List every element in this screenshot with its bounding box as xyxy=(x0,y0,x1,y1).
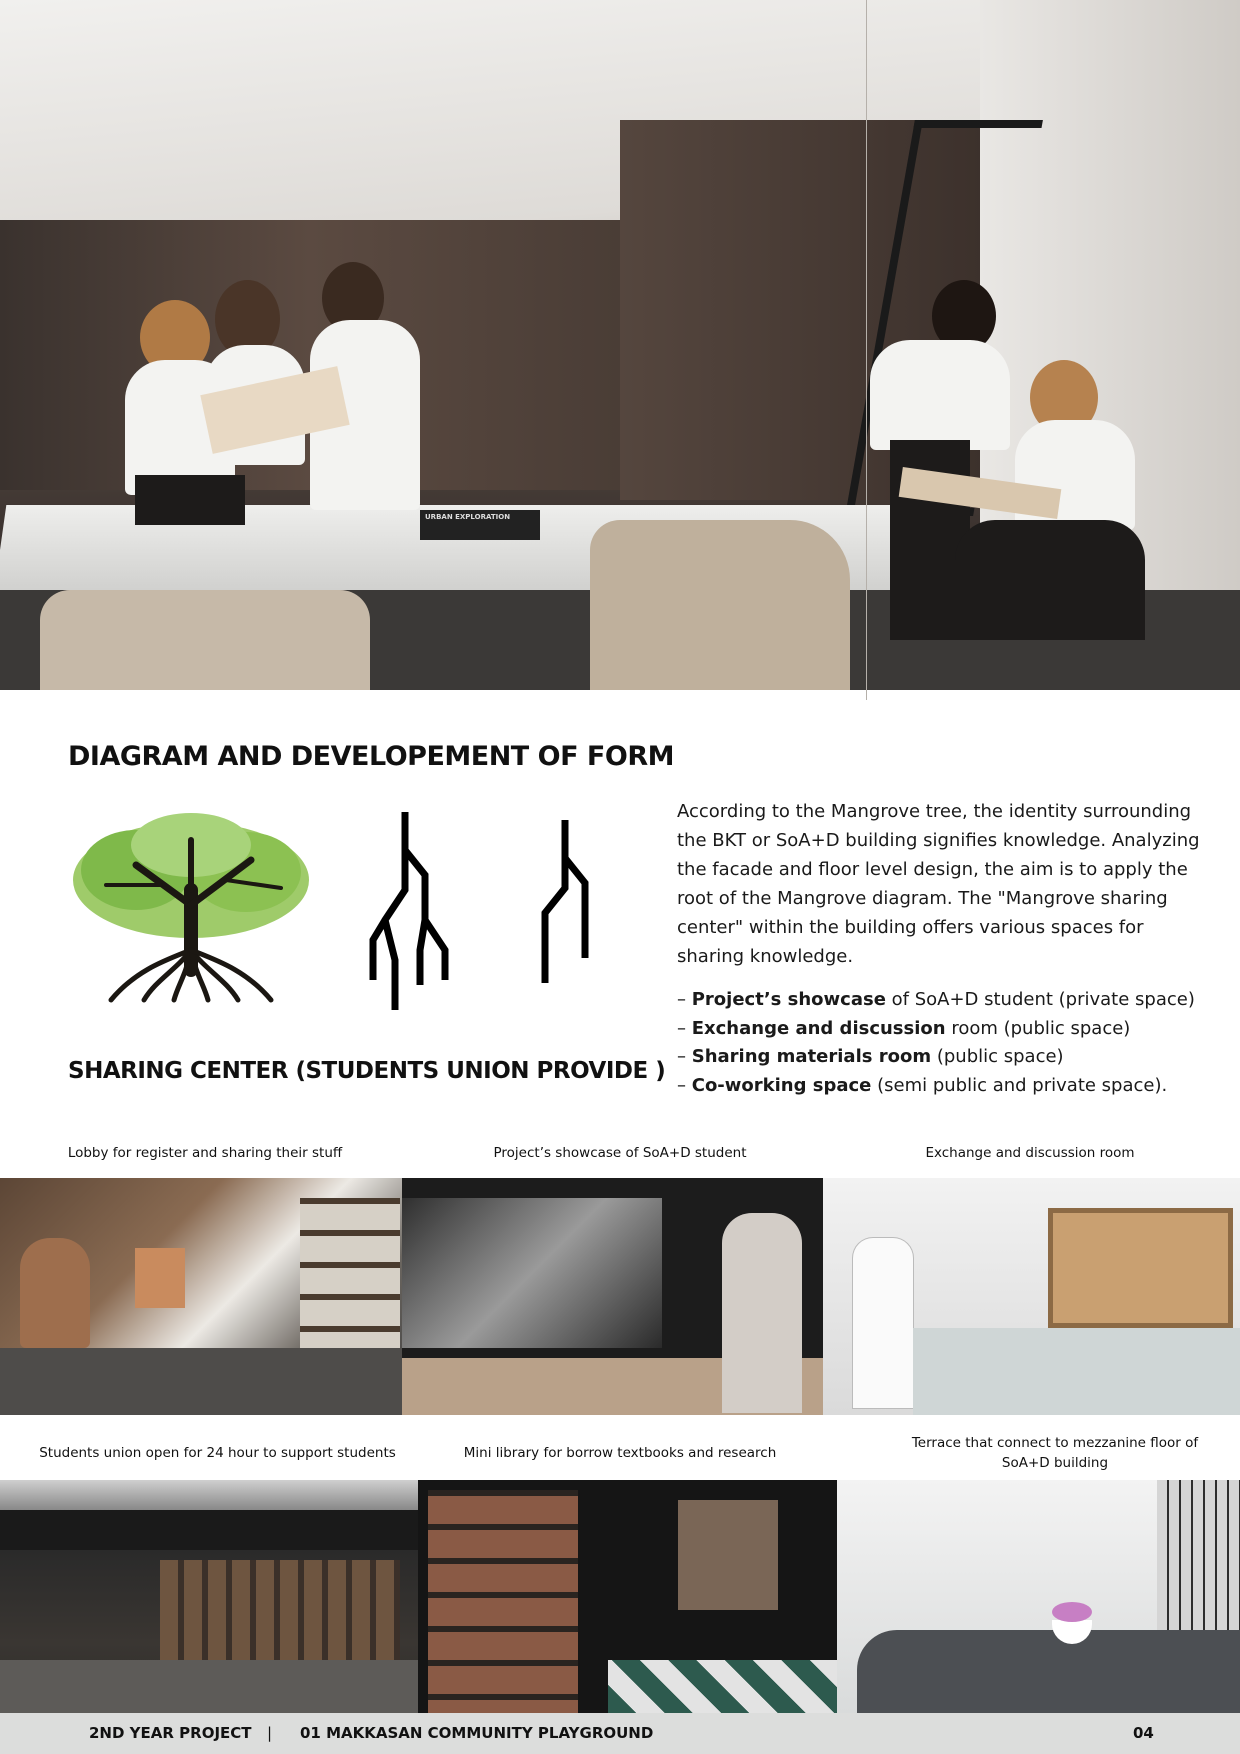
caption-terrace: Terrace that connect to mezzanine floor of SoA+D building xyxy=(911,1435,1199,1471)
student-skirt xyxy=(955,520,1145,640)
person xyxy=(853,1238,913,1408)
terrace-table xyxy=(857,1630,1240,1713)
caption-union: Students union open for 24 hour to support students xyxy=(39,1445,396,1461)
person xyxy=(20,1238,90,1348)
wood-facade xyxy=(160,1560,400,1670)
window-frame xyxy=(1157,1480,1240,1630)
spaces-list xyxy=(677,986,1217,1100)
footer-year-label: 2ND YEAR PROJECT xyxy=(89,1724,252,1742)
floor-tiles xyxy=(608,1660,837,1713)
list-item: – Co-working space (semi public and private space). xyxy=(677,1074,1168,1096)
walkway xyxy=(0,1660,418,1713)
list-item: – Exchange and discussion room (public space) xyxy=(677,1017,1131,1039)
lobby-render-image xyxy=(0,1178,402,1415)
flowers xyxy=(1052,1602,1092,1622)
roof-overhang xyxy=(0,1510,418,1550)
library-render-image xyxy=(418,1480,837,1713)
wood-panel xyxy=(678,1500,778,1610)
student-skirt xyxy=(135,475,245,525)
list-item: – Project’s showcase of SoA+D student (private space) xyxy=(677,989,1195,1010)
caption-exchange: Exchange and discussion room xyxy=(925,1145,1135,1161)
monitor xyxy=(135,1248,185,1308)
page-footer xyxy=(0,1713,1240,1754)
terrace-render-image xyxy=(837,1480,1240,1713)
mangrove-root-simplified-icon xyxy=(535,818,605,988)
union-render-image xyxy=(0,1480,418,1713)
mangrove-root-diagram-icon xyxy=(365,810,465,1015)
bookshelf xyxy=(428,1490,578,1713)
book-title: URBAN EXPLORATION xyxy=(425,513,511,521)
chair xyxy=(40,590,370,690)
showcase-render-image xyxy=(402,1178,823,1415)
exchange-render-image xyxy=(823,1178,1240,1415)
chair xyxy=(590,520,850,690)
page-fold-line xyxy=(866,0,867,700)
glass-table xyxy=(913,1328,1240,1415)
hero-render-image xyxy=(0,0,1240,690)
description-paragraph: According to the Mangrove tree, the identity surrounding the BKT or SoA+D building signifies knowledge. Analyzing the facade and floor level design, the aim is to apply the root of the Mangrove diagram. The "Mangrove sharing center" within the building offers various spaces for sharing knowledge. xyxy=(677,801,1200,967)
list-item: – Sharing materials room (public space) xyxy=(677,1046,1064,1067)
section-title: DIAGRAM AND DEVELOPEMENT OF FORM xyxy=(68,741,674,772)
subsection-title: SHARING CENTER (STUDENTS UNION PROVIDE ) xyxy=(68,1058,666,1084)
airplane-panel xyxy=(402,1198,662,1348)
student xyxy=(870,340,1010,450)
page-number: 04 xyxy=(1133,1724,1154,1742)
caption-showcase: Project’s showcase of SoA+D student xyxy=(493,1145,747,1161)
floor xyxy=(0,1348,402,1415)
caption-library: Mini library for borrow textbooks and research xyxy=(463,1445,777,1461)
person xyxy=(722,1213,802,1413)
cork-board xyxy=(1048,1208,1233,1328)
footer-separator: | xyxy=(267,1724,273,1742)
mangrove-tree-icon xyxy=(66,810,316,1005)
caption-lobby: Lobby for register and sharing their stuff xyxy=(67,1145,343,1161)
footer-project-name: 01 MAKKASAN COMMUNITY PLAYGROUND xyxy=(300,1724,654,1742)
